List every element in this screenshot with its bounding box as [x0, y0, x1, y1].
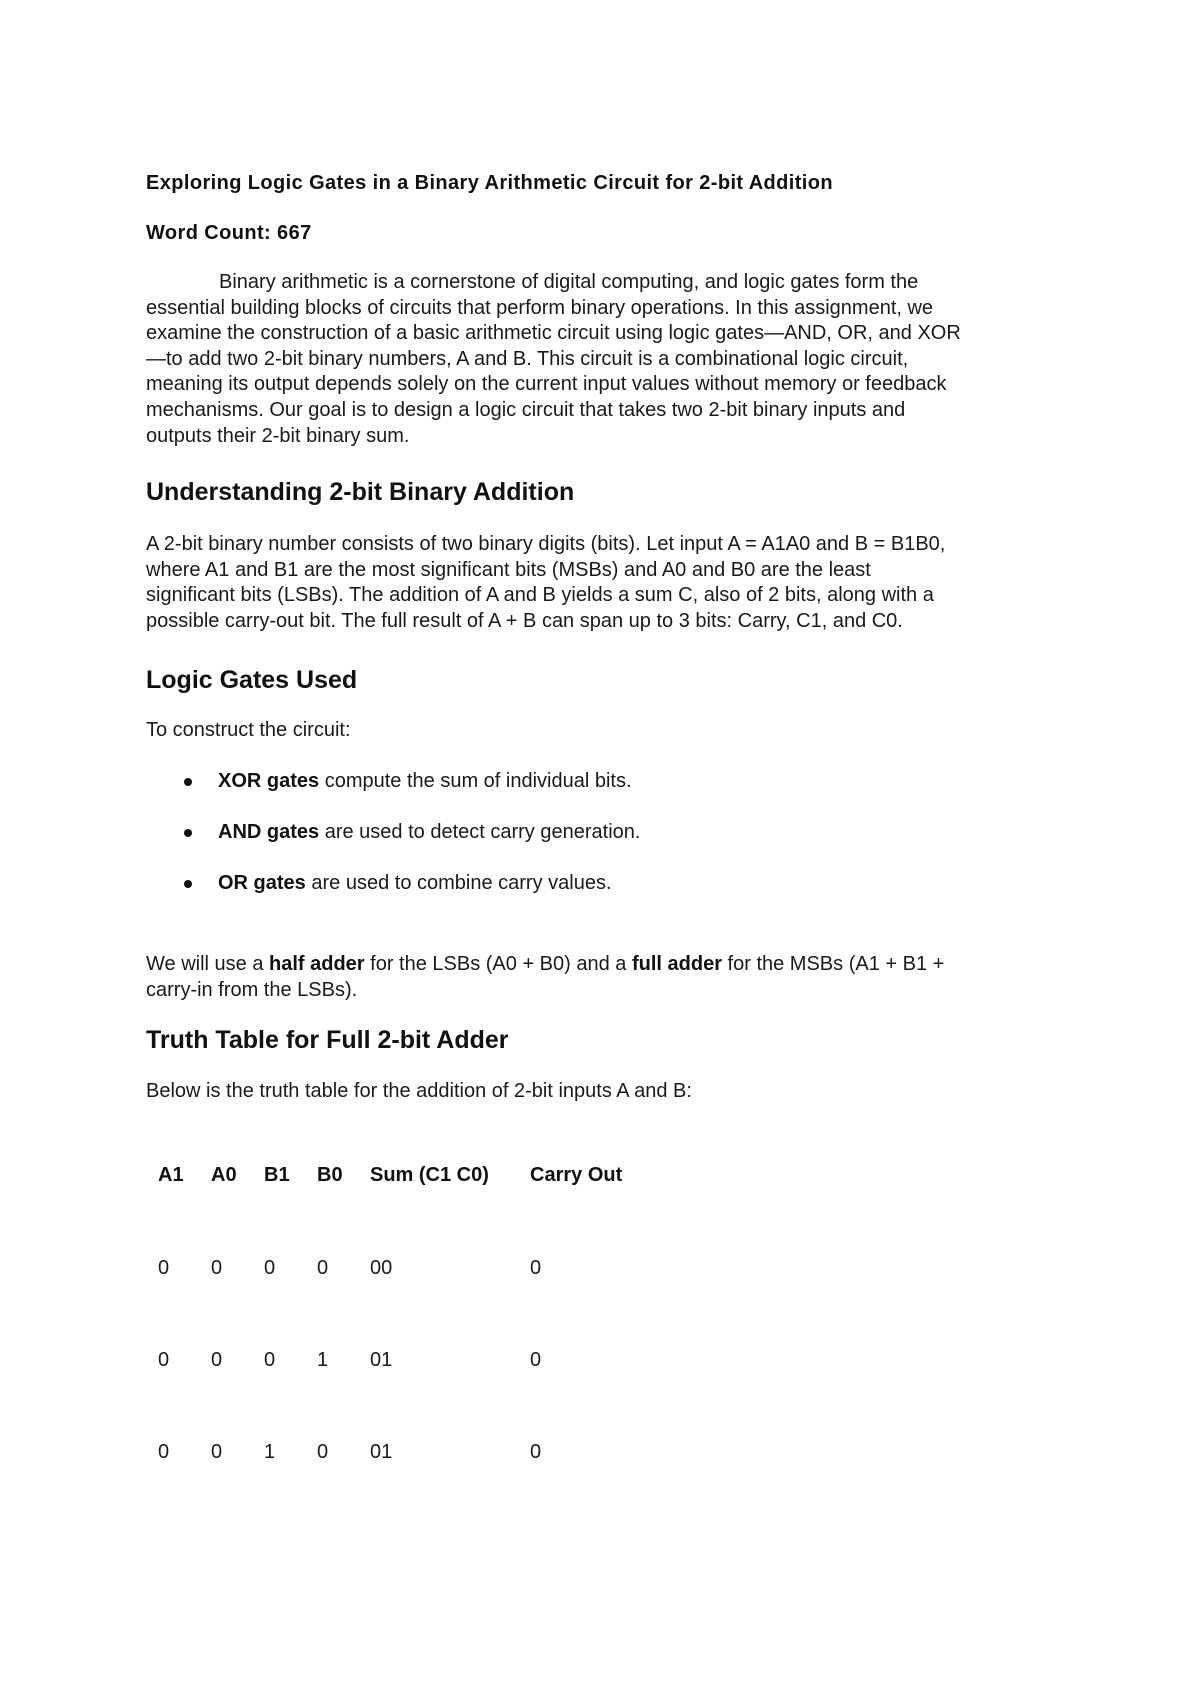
- bullet-term: XOR gates: [218, 770, 320, 792]
- table-cell: 0: [211, 1349, 223, 1371]
- table-row: [146, 1372, 650, 1464]
- half-adder-term: half adder: [269, 953, 365, 975]
- adders-text: for the MSBs (A1 + B1 +: [721, 953, 945, 975]
- understanding-line: A 2-bit binary number consists of two binary digits (bits). Let input A = A1A0 and B = B1B0,: [146, 533, 946, 555]
- intro-paragraph: [146, 270, 1066, 449]
- bullet-text: are used to combine carry values.: [305, 872, 612, 894]
- gates-bullet-list: [146, 770, 640, 923]
- table-cell: 0: [211, 1441, 223, 1463]
- understanding-paragraph: [146, 532, 1066, 634]
- table-cell: 0: [530, 1441, 542, 1463]
- gates-intro-text: [146, 718, 1066, 744]
- table-cell: 0: [530, 1257, 542, 1279]
- bullet-icon: [184, 778, 192, 786]
- adders-text: We will use a: [146, 953, 270, 975]
- truth-intro-line: Below is the truth table for the addition of 2-bit inputs A and B:: [146, 1080, 692, 1102]
- adders-line: [146, 952, 1066, 978]
- table-cell: 01: [370, 1441, 393, 1463]
- column-header: A1: [158, 1163, 184, 1186]
- intro-line: mechanisms. Our goal is to design a logic circuit that takes two 2-bit binary inputs and: [146, 398, 906, 421]
- adders-line: carry-in from the LSBs).: [146, 978, 358, 1001]
- table-cell: 0: [264, 1257, 276, 1279]
- section-heading-understanding: Understanding 2-bit Binary Addition: [146, 478, 575, 506]
- table-cell: 0: [264, 1349, 276, 1371]
- column-header: Sum (C1 C0): [370, 1163, 489, 1186]
- table-cell: 0: [317, 1441, 329, 1463]
- bullet-icon: [184, 829, 192, 837]
- full-adder-term: full adder: [631, 953, 722, 975]
- intro-line: examine the construction of a basic arithmetic circuit using logic gates—AND, OR, and XOR: [146, 322, 961, 345]
- table-cell: 0: [317, 1257, 329, 1279]
- section-heading-logic-gates: Logic Gates Used: [146, 666, 358, 694]
- bullet-icon: [184, 880, 192, 888]
- column-header: Carry Out: [530, 1163, 623, 1186]
- column-header: B0: [317, 1163, 343, 1186]
- table-cell: 0: [158, 1257, 170, 1279]
- intro-line: outputs their 2-bit binary sum.: [146, 424, 410, 447]
- table-cell: 0: [530, 1349, 542, 1371]
- intro-line: —to add two 2-bit binary numbers, A and B. This circuit is a combinational logic circuit,: [146, 347, 909, 370]
- table-row: [146, 1280, 650, 1372]
- list-item: [146, 770, 640, 821]
- table-cell: 0: [158, 1349, 170, 1371]
- table-header-row: [146, 1162, 650, 1188]
- table-cell: 0: [211, 1257, 223, 1279]
- list-item: [146, 872, 640, 923]
- bullet-text: compute the sum of individual bits.: [319, 770, 632, 792]
- adders-text: for the LSBs (A0 + B0) and a: [364, 953, 632, 975]
- column-header: B1: [264, 1163, 290, 1186]
- intro-line: meaning its output depends solely on the current input values without memory or feedback: [146, 373, 947, 396]
- understanding-line: possible carry-out bit. The full result of A + B can span up to 3 bits: Carry, C1, and C0.: [146, 609, 903, 632]
- gates-intro-line: To construct the circuit:: [146, 719, 351, 741]
- table-cell: 01: [370, 1349, 393, 1371]
- understanding-line: where A1 and B1 are the most significant bits (MSBs) and A0 and B0 are the least: [146, 558, 871, 581]
- adders-paragraph: [146, 952, 1066, 1003]
- bullet-text: are used to detect carry generation.: [319, 821, 641, 843]
- column-header: A0: [211, 1163, 237, 1186]
- list-item: [146, 821, 640, 872]
- bullet-term: OR gates: [218, 872, 306, 894]
- truth-table-intro: [146, 1079, 1066, 1105]
- table-row: [146, 1188, 650, 1280]
- understanding-line: significant bits (LSBs). The addition of A and B yields a sum C, also of 2 bits, along with a: [146, 584, 934, 607]
- intro-line: essential building blocks of circuits that perform binary operations. In this assignment, we: [146, 296, 934, 319]
- section-heading-truth-table: Truth Table for Full 2-bit Adder: [146, 1026, 509, 1054]
- document-title: Exploring Logic Gates in a Binary Arithmetic Circuit for 2-bit Addition: [146, 172, 833, 194]
- table-cell: 1: [317, 1349, 329, 1371]
- table-cell: 00: [370, 1257, 393, 1279]
- truth-table: [146, 1162, 650, 1464]
- table-cell: 0: [158, 1441, 170, 1463]
- bullet-term: AND gates: [218, 821, 320, 843]
- intro-line: Binary arithmetic is a cornerstone of digital computing, and logic gates form the: [219, 271, 919, 293]
- word-count: Word Count: 667: [146, 222, 312, 244]
- table-cell: 1: [264, 1441, 276, 1463]
